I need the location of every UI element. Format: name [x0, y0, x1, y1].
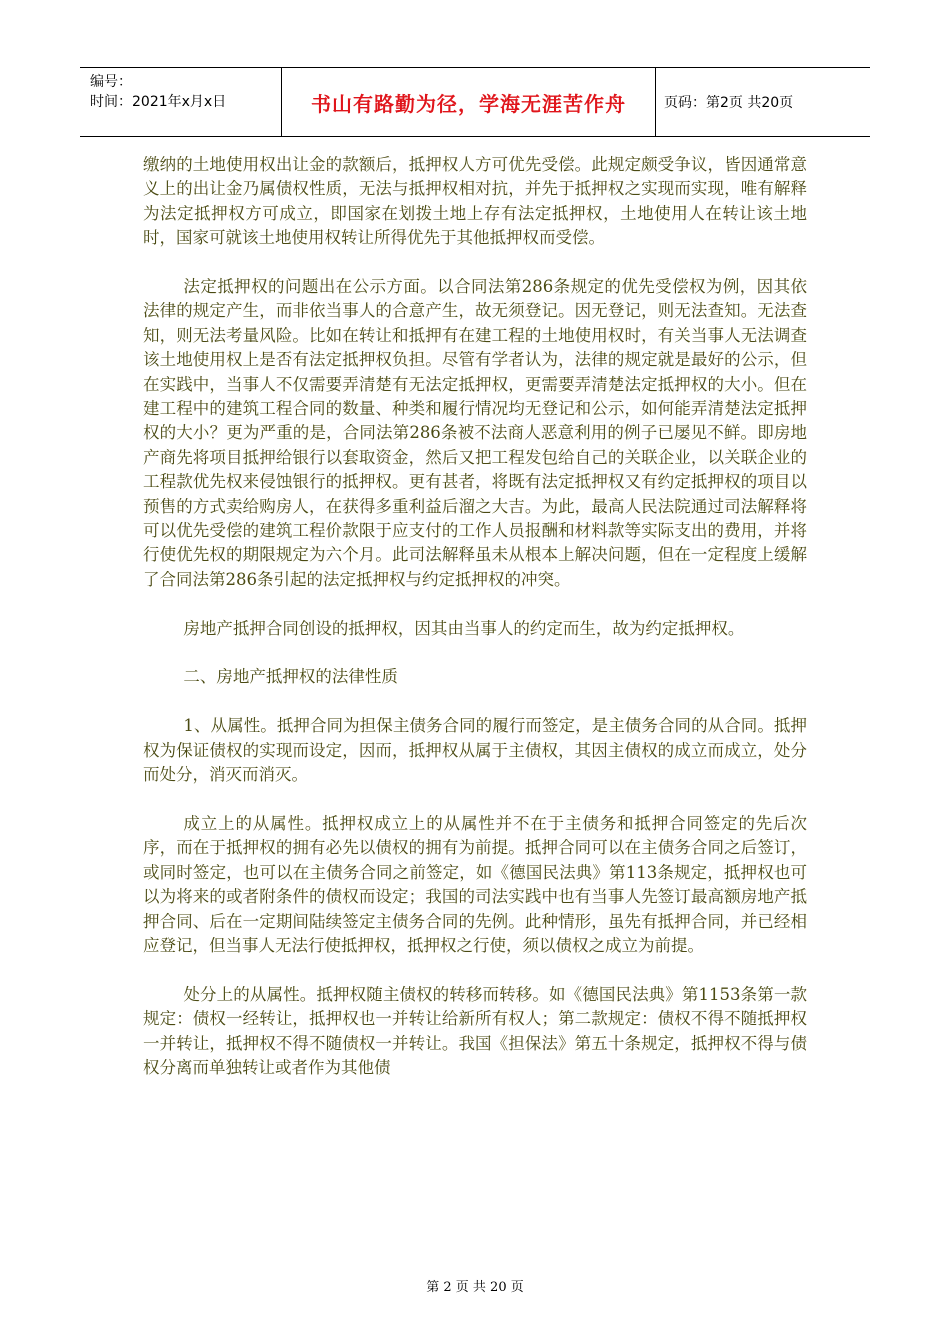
document-date: 时间：2021年x月x日	[90, 94, 227, 110]
document-number: 编号：	[90, 74, 132, 90]
paragraph: 处分上的从属性。抵押权随主债权的转移而转移。如《德国民法典》第1153条第一款规定：债权一经转让，抵押权也一并转让给新所有权人；第二款规定：债权不得不随抵押权一并转让，抵押权不得不随债权一并转让。我国《担保法》第五十条规定，抵押权不得与债权分离而单独转让或者作为其他债	[143, 984, 807, 1077]
footer-page-number: 第 2 页 共 20 页	[426, 1280, 524, 1295]
header-motto: 书山有路勤为径，学海无涯苦作舟	[311, 91, 626, 116]
header-page-cell	[656, 68, 870, 136]
header-page-number: 页码：第2页 共20页	[664, 95, 794, 111]
header-motto-cell	[282, 68, 656, 136]
paragraph: 法定抵押权的问题出在公示方面。以合同法第286条规定的优先受偿权为例，因其依法律的规定产生，而非依当事人的合意产生，故无须登记。因无登记，则无法查知。无法查知，则无法考量风险。比如在转让和抵押有在建工程的土地使用权时，有关当事人无法调查该土地使用权上是否有法定抵押权负担。尽管有学者认为，法律的规定就是最好的公示，但在实践中，当事人不仅需要弄清楚有无法定抵押权，更需要弄清楚法定抵押权的大小。但在建工程中的建筑工程合同的数量、种类和履行情况均无登记和公示，如何能弄清楚法定抵押权的大小？更为严重的是，合同法第286条被不法商人恶意利用的例子已屡见不鲜。即房地产商先将项目抵押给银行以套取资金，然后又把工程发包给自己的关联企业，以关联企业的工程款优先权来侵蚀银行的抵押权。更有甚者，将既有法定抵押权又有约定抵押权的项目以预售的方式卖给购房人，在获得多重利益后溜之大吉。为此，最高人民法院通过司法解释将可以优先受偿的建筑工程价款限于应支付的工作人员报酬和材料款等实际支出的费用，并将行使优先权的期限规定为六个月。此司法解释虽未从根本上解决问题，但在一定程度上缓解了合同法第286条引起的法定抵押权与约定抵押权的冲突。	[143, 277, 807, 589]
page-footer	[0, 1276, 950, 1295]
paragraph: 缴纳的土地使用权出让金的款额后，抵押权人方可优先受偿。此规定颇受争议，皆因通常意义上的出让金乃属债权性质，无法与抵押权相对抗，并先于抵押权之实现而实现，唯有解释为法定抵押权方可成立，即国家在划拨土地上存有法定抵押权，土地使用人在转让该土地时，国家可就该土地使用权转让所得优先于其他抵押权而受偿。	[143, 155, 807, 248]
page-header	[80, 67, 870, 137]
paragraph: 1、从属性。抵押合同为担保主债务合同的履行而签定，是主债务合同的从合同。抵押权为保证债权的实现而设定，因而，抵押权从属于主债权，其因主债权的成立而成立，处分而处分，消灭而消灭。	[143, 716, 807, 785]
section-heading: 二、房地产抵押权的法律性质	[183, 667, 398, 687]
paragraph: 成立上的从属性。抵押权成立上的从属性并不在于主债务和抵押合同签定的先后次序，而在于抵押权的拥有必先以债权的拥有为前提。抵押合同可以在主债务合同之后签订，或同时签定，也可以在主债务合同之前签定，如《德国民法典》第113条规定，抵押权也可以为将来的或者附条件的债权而设定；我国的司法实践中也有当事人先签订最高额房地产抵押合同、后在一定期间陆续签定主债务合同的先例。此种情形，虽先有抵押合同，并已经相应登记，但当事人无法行使抵押权，抵押权之行使，须以债权之成立为前提。	[143, 813, 807, 955]
document-body	[143, 153, 807, 1105]
paragraph: 房地产抵押合同创设的抵押权，因其由当事人的约定而生，故为约定抵押权。	[183, 618, 745, 638]
header-info-cell	[80, 68, 282, 136]
